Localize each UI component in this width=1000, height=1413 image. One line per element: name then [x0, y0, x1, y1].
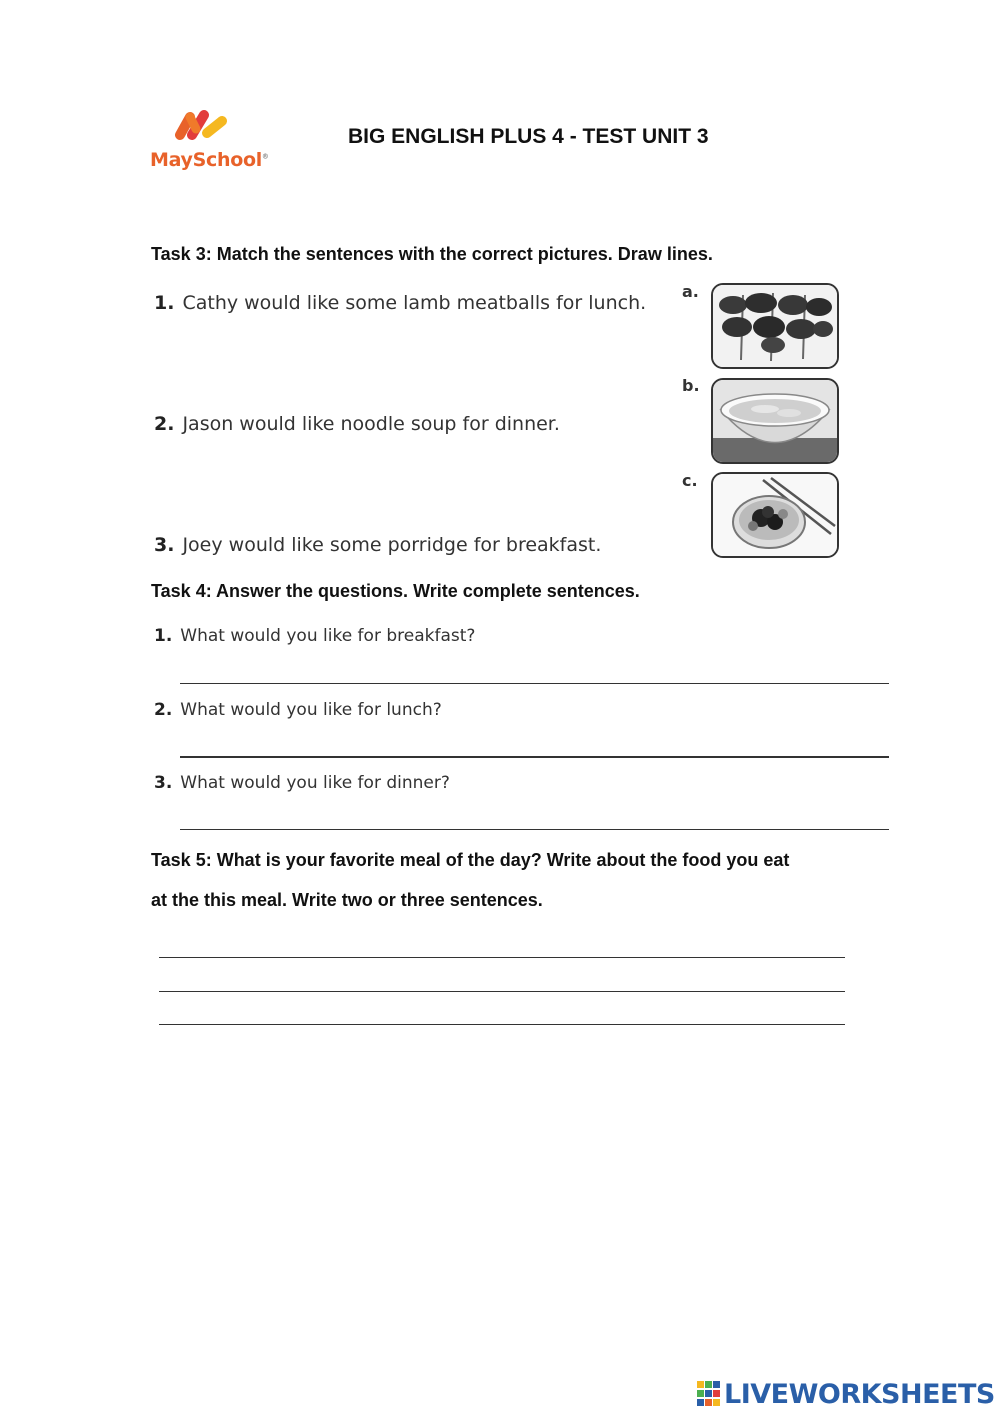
task5-writing-line-1[interactable] [159, 957, 845, 958]
task4-question-1: 1. What would you like for breakfast? [154, 626, 476, 646]
task5-heading-line-1: Task 5: What is your favorite meal of the day? Write about the food you eat [151, 850, 790, 870]
task4-answer-line-3[interactable] [180, 829, 889, 830]
noodle-soup-photo[interactable] [711, 472, 839, 558]
task5-writing-line-3[interactable] [159, 1024, 845, 1025]
meatball-skewers-photo[interactable] [711, 283, 839, 369]
picture-letter-a: a. [682, 282, 699, 301]
task3-sentence-3: 3. Joey would like some porridge for breakfast. [154, 534, 602, 556]
task4-answer-line-1[interactable] [180, 683, 889, 684]
logo-brand-text: MaySchool® [150, 149, 269, 171]
picture-letter-c: c. [682, 471, 698, 490]
task4-question-3: 3. What would you like for dinner? [154, 773, 450, 793]
liveworksheets-footer [697, 1378, 995, 1410]
task4-answer-line-2[interactable] [180, 756, 889, 758]
task4-question-2: 2. What would you like for lunch? [154, 700, 442, 720]
task3-sentence-2: 2. Jason would like noodle soup for dinner. [154, 413, 560, 435]
porridge-bowl-photo[interactable] [711, 378, 839, 464]
page-title: BIG ENGLISH PLUS 4 - TEST UNIT 3 [348, 125, 709, 148]
task5-writing-line-2[interactable] [159, 991, 845, 992]
task4-heading: Task 4: Answer the questions. Write complete sentences. [151, 581, 640, 601]
task3-sentence-1: 1. Cathy would like some lamb meatballs for lunch. [154, 292, 647, 314]
mayschool-logo [150, 105, 270, 180]
mayschool-mark-icon [150, 105, 270, 150]
liveworksheets-logo-icon [697, 1381, 721, 1407]
task3-heading: Task 3: Match the sentences with the correct pictures. Draw lines. [151, 244, 713, 264]
task5-heading-line-2: at the this meal. Write two or three sentences. [151, 890, 543, 910]
liveworksheets-brand: LIVEWORKSHEETS [724, 1378, 995, 1410]
picture-letter-b: b. [682, 376, 700, 395]
